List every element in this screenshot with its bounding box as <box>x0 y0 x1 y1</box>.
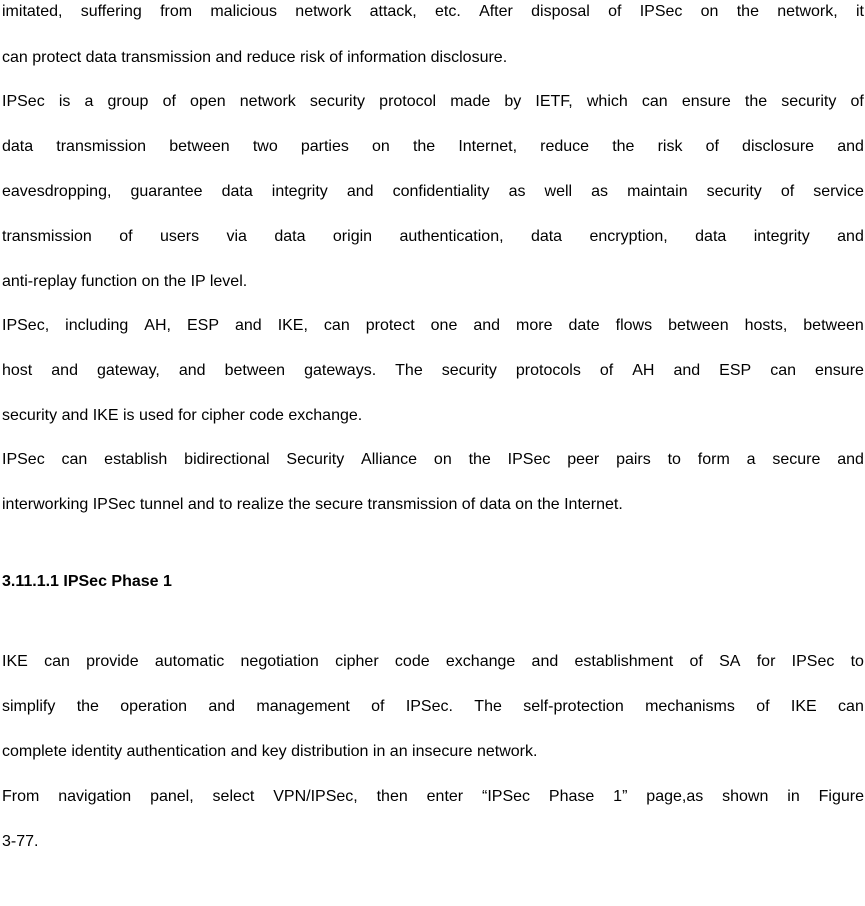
body-text-line: anti-replay function on the IP level. <box>2 273 248 290</box>
body-text-line: transmission of users via data origin authentication, data encryption, data integrity and <box>2 228 864 245</box>
body-text-line: 3-77. <box>2 833 39 850</box>
body-text-line: IPSec is a group of open network security protocol made by IETF, which can ensure the security of <box>2 93 864 110</box>
body-text-line: interworking IPSec tunnel and to realize the secure transmission of data on the Internet. <box>2 496 623 513</box>
section-heading: 3.11.1.1 IPSec Phase 1 <box>2 573 172 590</box>
body-text-line: complete identity authentication and key distribution in an insecure network. <box>2 743 538 760</box>
body-text-line: IKE can provide automatic negotiation cipher code exchange and establishment of SA for IPSec to <box>2 653 864 670</box>
body-text-line: data transmission between two parties on the Internet, reduce the risk of disclosure and <box>2 138 864 155</box>
body-text-line: IPSec, including AH, ESP and IKE, can protect one and more date flows between hosts, between <box>2 317 864 334</box>
body-text-line: IPSec can establish bidirectional Security Alliance on the IPSec peer pairs to form a secure and <box>2 451 864 468</box>
body-text-line: From navigation panel, select VPN/IPSec, then enter “IPSec Phase 1” page,as shown in Figure <box>2 788 864 805</box>
body-text-line: can protect data transmission and reduce risk of information disclosure. <box>2 49 508 66</box>
body-text-line: security and IKE is used for cipher code exchange. <box>2 407 363 424</box>
body-text-line: host and gateway, and between gateways. The security protocols of AH and ESP can ensure <box>2 362 864 379</box>
body-text-line: simplify the operation and management of IPSec. The self-protection mechanisms of IKE can <box>2 698 864 715</box>
body-text-line: eavesdropping, guarantee data integrity and confidentiality as well as maintain security of service <box>2 183 864 200</box>
body-text-line: imitated, suffering from malicious network attack, etc. After disposal of IPSec on the network, it <box>2 3 864 20</box>
